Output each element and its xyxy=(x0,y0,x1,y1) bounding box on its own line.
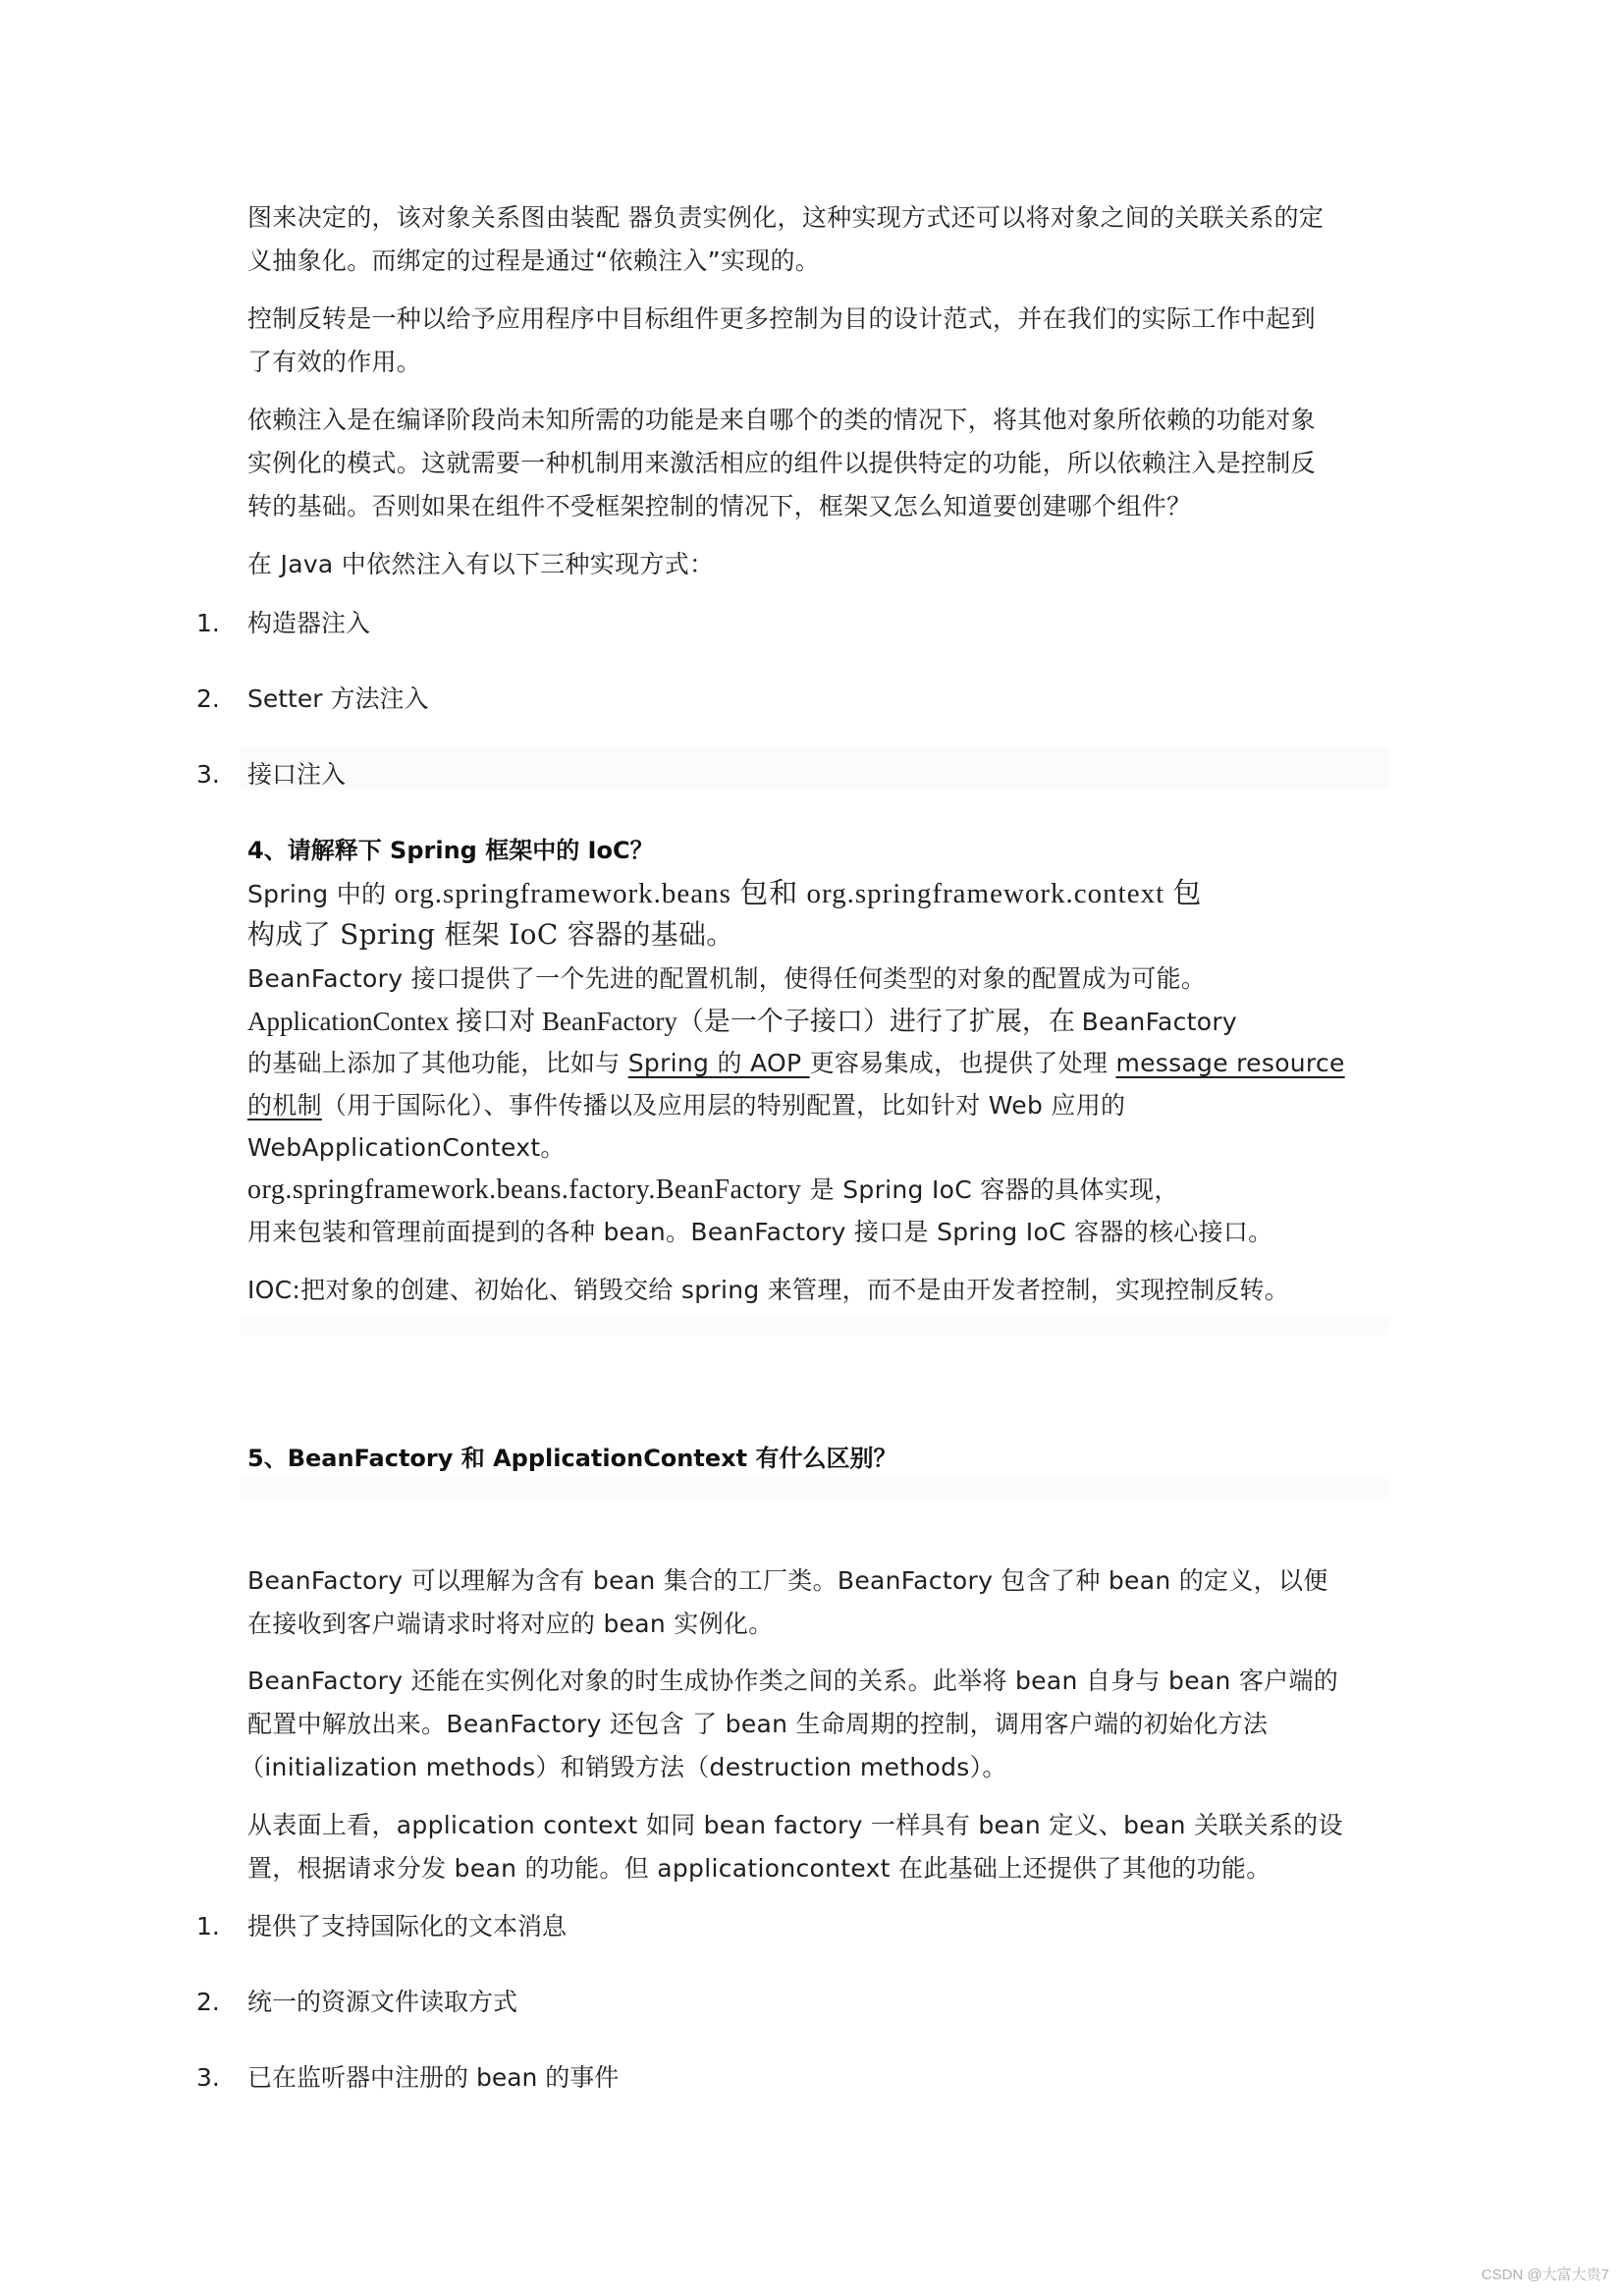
list-text: 已在监听器中注册的 bean 的事件 xyxy=(247,2063,620,2092)
text-span: BeanFactory xyxy=(1081,1008,1237,1036)
paragraph-line: BeanFactory 接口提供了一个先进的配置机制，使得任何类型的对象的配置成为可能。 xyxy=(247,964,1207,993)
package-names: org.springframework.beans 包和 org.springframework.context 包 xyxy=(394,878,1203,909)
section-heading: 4、请解释下 Spring 框架中的 IoC？ xyxy=(247,837,654,864)
list-number: 2. xyxy=(196,684,220,713)
paragraph-line: 置，根据请求分发 bean 的功能。但 applicationcontext 在此基础上还提供了其他的功能。 xyxy=(247,1854,1271,1883)
paragraph-line: 控制反转是一种以给予应用程序中目标组件更多控制为目的设计范式，并在我们的实际工作中起到 xyxy=(247,304,1316,333)
text-span: （用于国际化）、事件传播以及应用层的特别配置，比如针对 Web 应用的 xyxy=(321,1091,1126,1120)
paragraph-line: 用来包装和管理前面提到的各种 bean。BeanFactory 接口是 Spring IoC 容器的核心接口。 xyxy=(247,1218,1273,1246)
text-span: 更容易集成，也提供了处理 xyxy=(809,1049,1116,1077)
section-heading: 5、BeanFactory 和 ApplicationContext 有什么区别？ xyxy=(247,1445,897,1472)
text-span: 的基础上添加了其他功能，比如与 xyxy=(247,1049,628,1077)
paragraph-line: 配置中解放出来。BeanFactory 还包含 了 bean 生命周期的控制，调用客户端的初始化方法 xyxy=(247,1710,1269,1738)
list-item xyxy=(196,1983,517,2022)
paragraph-line xyxy=(247,872,1386,916)
list-item xyxy=(196,604,370,643)
list-number: 2. xyxy=(196,1988,220,2016)
list-text: 构造器注入 xyxy=(247,609,371,637)
paragraph-line xyxy=(247,1000,1386,1044)
paragraph-line: 了有效的作用。 xyxy=(247,348,422,376)
paragraph-line xyxy=(247,1084,1386,1127)
shade-band xyxy=(241,1316,1389,1336)
paragraph-line: BeanFactory 还能在实例化对象的时生成协作类之间的关系。此举将 bean 自身与 bean 客户端的 xyxy=(247,1667,1339,1695)
paragraph-line: 义抽象化。而绑定的过程是通过“依赖注入”实现的。 xyxy=(247,246,821,275)
list-number: 1. xyxy=(196,1912,220,1941)
link-spring-aop[interactable]: Spring 的 AOP xyxy=(627,1049,810,1077)
paragraph-line: 图来决定的，该对象关系图由装配 器负责实例化，这种实现方式还可以将对象之间的关联关系的定 xyxy=(247,203,1325,232)
list-item xyxy=(196,2058,619,2098)
paragraph-line: 构成了 Spring 框架 IoC 容器的基础。 xyxy=(247,918,734,951)
paragraph-line: 从表面上看，application context 如同 bean factory 一样具有 bean 定义、bean 关联关系的设 xyxy=(247,1811,1343,1839)
list-item xyxy=(196,680,428,719)
list-text: 统一的资源文件读取方式 xyxy=(247,1988,518,2016)
list-text: Setter 方法注入 xyxy=(247,684,429,713)
paragraph-line: 依赖注入是在编译阶段尚未知所需的功能是来自哪个的类的情况下，将其他对象所依赖的功能对象 xyxy=(247,406,1316,434)
paragraph-line xyxy=(247,1169,1386,1212)
paragraph-line: 实例化的模式。这就需要一种机制用来激活相应的组件以提供特定的功能，所以依赖注入是控制反 xyxy=(247,449,1316,477)
shade-band xyxy=(241,746,1389,790)
list-item xyxy=(196,755,346,794)
paragraph-line: 在接收到客户端请求时将对应的 bean 实例化。 xyxy=(247,1610,774,1638)
link-message-resource[interactable]: message resource xyxy=(1115,1049,1345,1077)
list-number: 3. xyxy=(196,2063,220,2092)
paragraph-line: WebApplicationContext。 xyxy=(247,1133,566,1162)
list-number: 1. xyxy=(196,609,220,637)
paragraph-line: IOC:把对象的创建、初始化、销毁交给 spring 来管理，而不是由开发者控制，实现控制反转。 xyxy=(247,1276,1290,1304)
text-span: Spring 中的 xyxy=(247,880,395,908)
paragraph-line: （initialization methods）和销毁方法（destruction methods）。 xyxy=(240,1753,1007,1781)
text-span: 是 Spring IoC 容器的具体实现， xyxy=(801,1175,1179,1204)
list-item xyxy=(196,1907,567,1946)
text-span: ApplicationContex 接口对 BeanFactory（是一个子接口）进行了扩展，在 xyxy=(247,1007,1082,1036)
shade-band xyxy=(241,1478,1389,1498)
watermark: CSDN @大富大贵7 xyxy=(1481,2267,1609,2283)
paragraph-line: BeanFactory 可以理解为含有 bean 集合的工厂类。BeanFactory 包含了种 bean 的定义，以便 xyxy=(247,1566,1328,1595)
list-text: 提供了支持国际化的文本消息 xyxy=(247,1912,568,1941)
paragraph-line: 在 Java 中依然注入有以下三种实现方式： xyxy=(247,550,715,578)
paragraph-line: 转的基础。否则如果在组件不受框架控制的情况下，框架又怎么知道要创建哪个组件？ xyxy=(247,492,1192,520)
list-number: 3. xyxy=(196,760,220,789)
class-name: org.springframework.beans.factory.BeanFactory xyxy=(247,1175,802,1205)
paragraph-line xyxy=(247,1042,1386,1085)
link-mechanism[interactable]: 的机制 xyxy=(247,1091,322,1120)
list-text: 接口注入 xyxy=(247,760,347,789)
